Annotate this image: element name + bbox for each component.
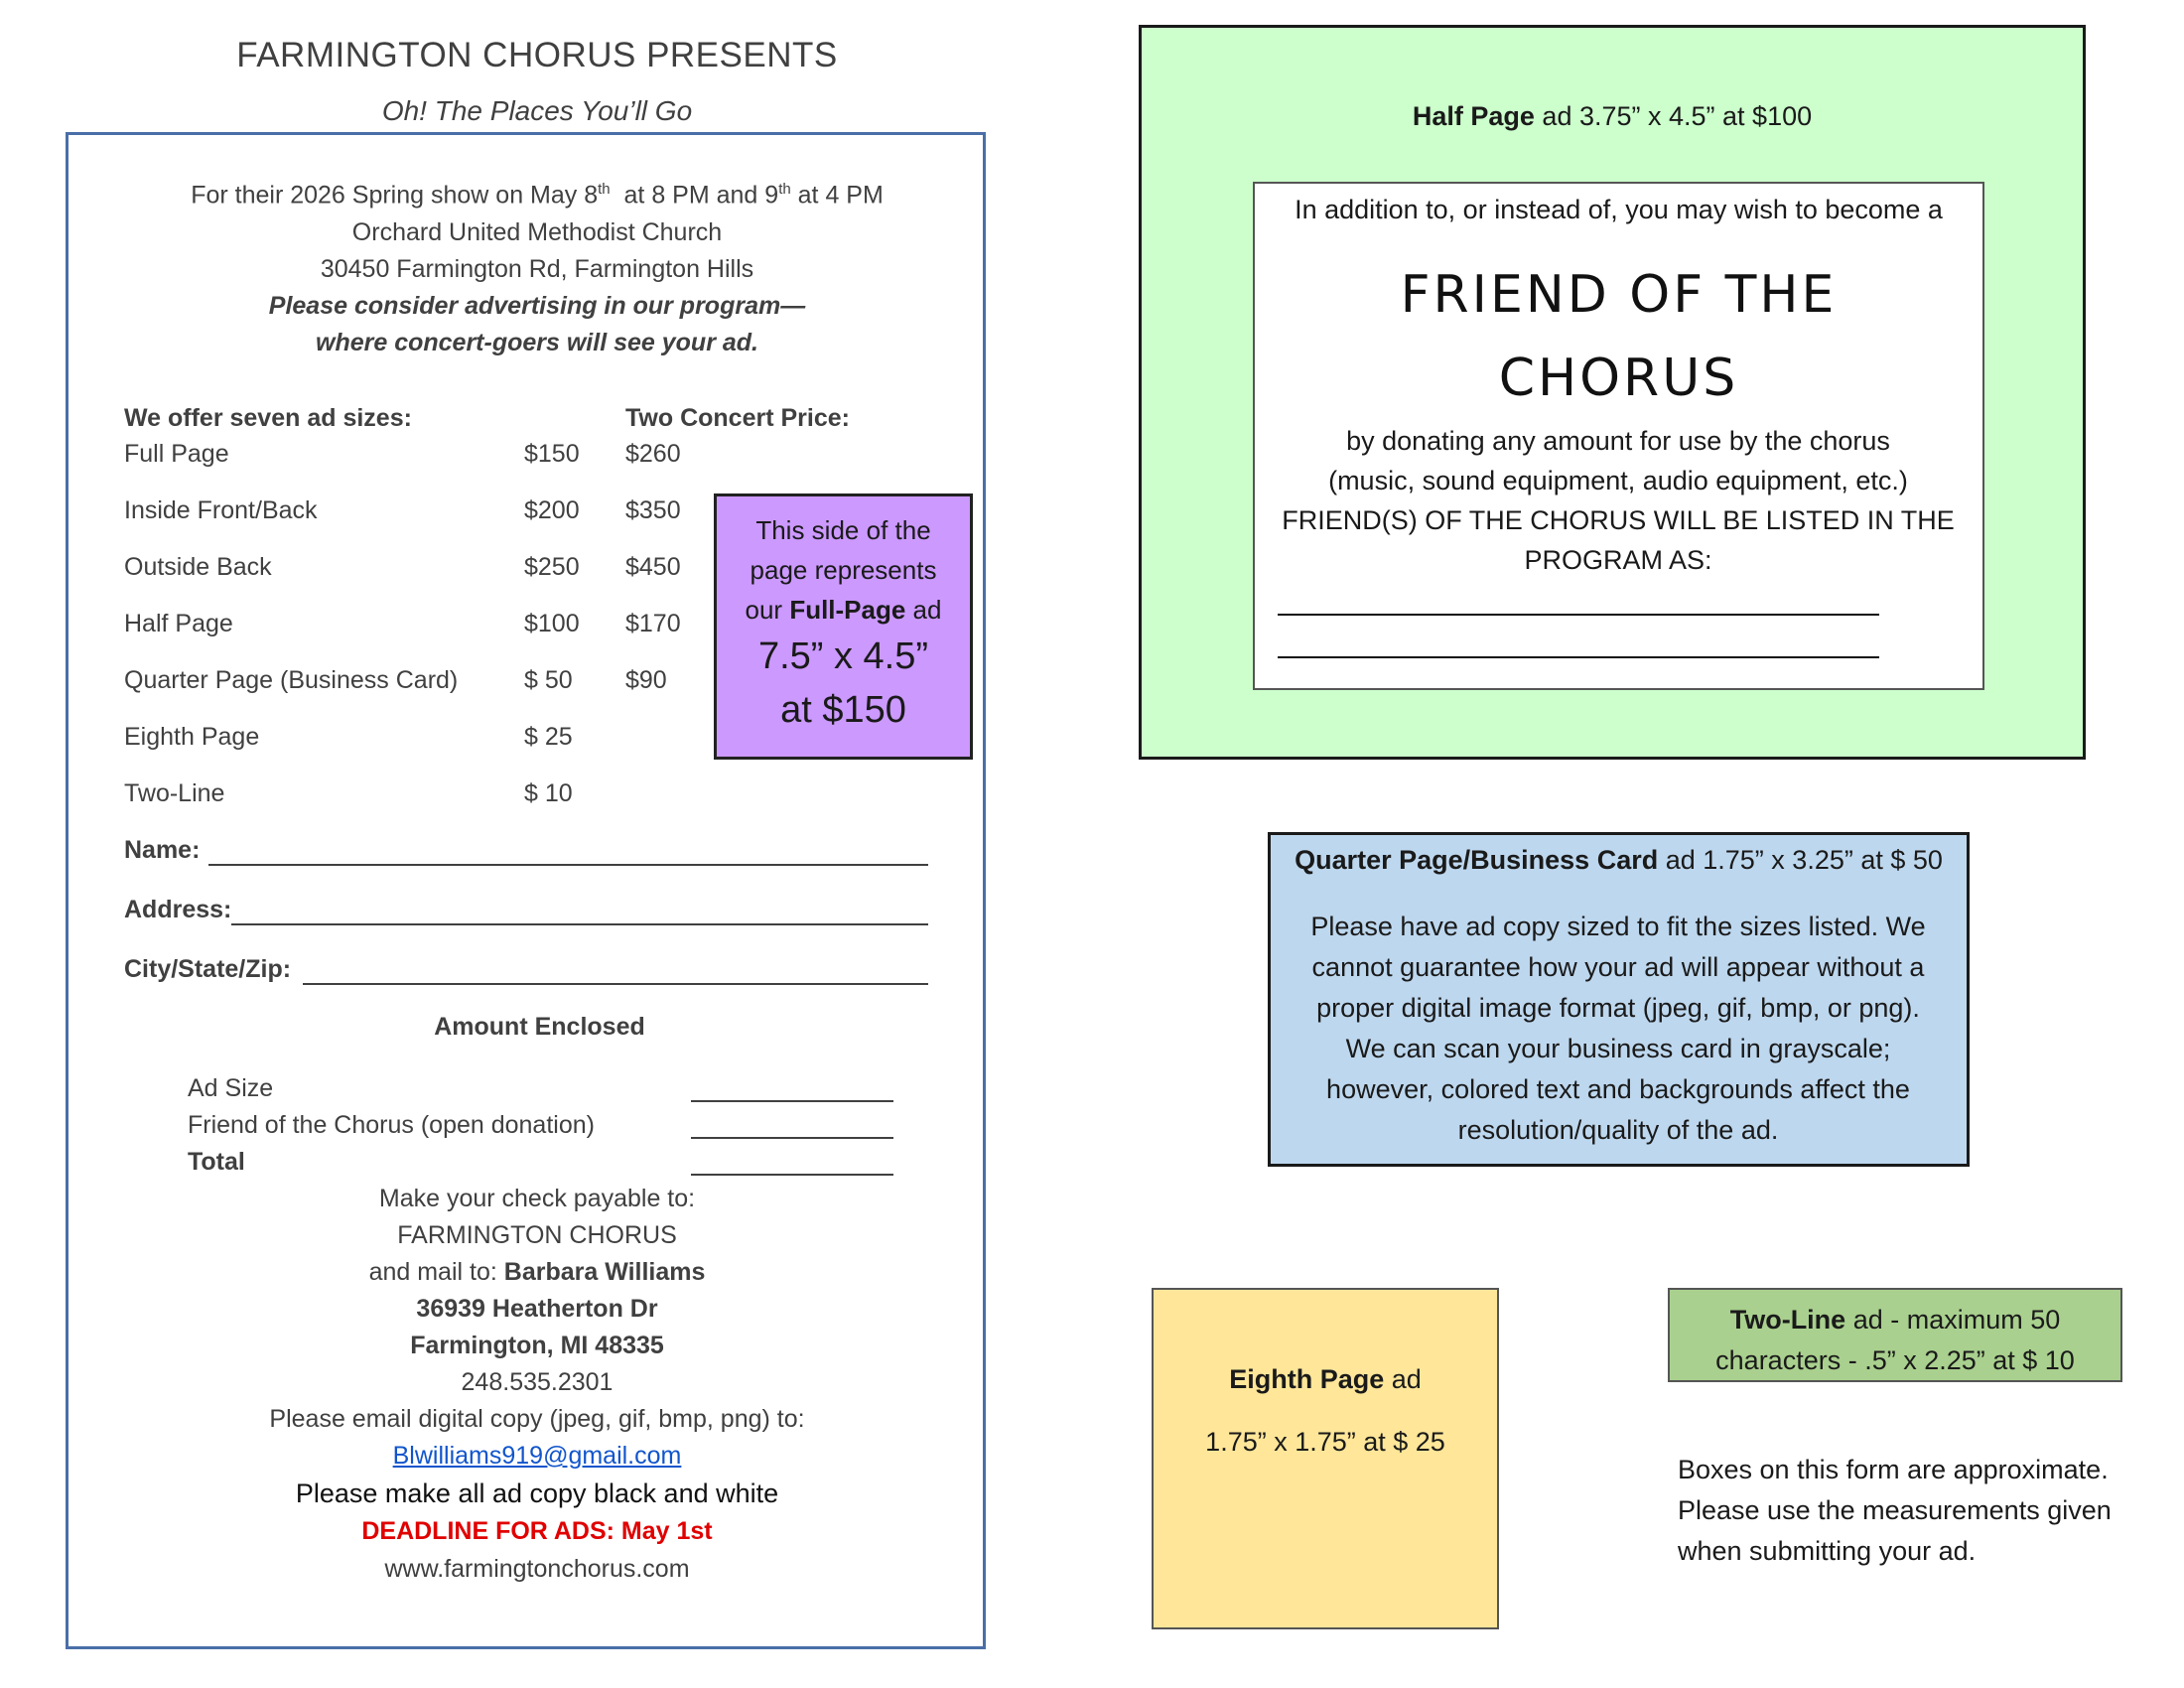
friend-desc-line: (music, sound equipment, audio equipment, etc.) — [1328, 466, 1908, 495]
instruction-line: cannot guarantee how your ad will appear without a — [1311, 952, 1925, 982]
instruction-line: Please have ad copy sized to fit the sizes listed. We — [1310, 912, 1926, 941]
instruction-line: proper digital image format (jpeg, gif, bmp, or png). — [1316, 993, 1920, 1023]
ad-size-price: $250 — [524, 553, 580, 581]
full-page-price: at $150 — [780, 689, 906, 731]
venue-name: Orchard United Methodist Church — [351, 218, 723, 246]
eighth-page-ad-box — [1152, 1288, 1499, 1629]
ad-size-two-concert-price: $90 — [625, 666, 667, 694]
friend-name-line-1[interactable] — [1278, 614, 1879, 616]
full-page-box-line: This side of the — [755, 515, 931, 545]
instruction-line: however, colored text and backgrounds affect the — [1326, 1074, 1910, 1104]
ad-size-price: $150 — [524, 440, 580, 468]
friend-amount-line[interactable] — [691, 1137, 893, 1139]
ad-size-name: Outside Back — [124, 553, 272, 581]
email-row — [66, 1442, 1009, 1471]
two-line-size: characters - .5” x 2.25” at $ 10 — [1715, 1345, 2075, 1375]
total-label: Total — [188, 1148, 245, 1176]
instruction-line: resolution/quality of the ad. — [1457, 1115, 1779, 1145]
address-label: Address: — [124, 896, 232, 923]
friend-desc-line: by donating any amount for use by the chorus — [1346, 426, 1890, 456]
city-state-zip-label: City/State/Zip: — [124, 955, 292, 983]
ad-size-amount-line[interactable] — [691, 1100, 893, 1102]
quarter-page-title: Quarter Page/Business Card ad 1.75” x 3.25” at $ 50 — [1295, 845, 1943, 875]
approximate-boxes-note — [1678, 1450, 2154, 1572]
mail-to: and mail to: Barbara Williams — [368, 1258, 706, 1286]
friend-description — [1281, 421, 1956, 580]
full-page-ad-box — [714, 493, 973, 760]
ad-size-name: Eighth Page — [124, 723, 260, 751]
show-subtitle: Oh! The Places You’ll Go — [381, 95, 693, 126]
note-line: Boxes on this form are approximate. — [1678, 1455, 2109, 1484]
ad-size-name: Two-Line — [124, 779, 225, 807]
note-line: Please use the measurements given — [1678, 1495, 2112, 1525]
friend-intro: In addition to, or instead of, you may wish to become a — [1295, 195, 1943, 224]
city-state-zip-field-line[interactable] — [303, 983, 928, 985]
page-title: FARMINGTON CHORUS PRESENTS — [236, 36, 838, 74]
address-field-line[interactable] — [231, 923, 928, 925]
payee-name: FARMINGTON CHORUS — [397, 1221, 677, 1249]
eighth-page-size: 1.75” x 1.75” at $ 25 — [1205, 1427, 1445, 1457]
mail-street: 36939 Heatherton Dr — [416, 1295, 658, 1323]
amount-enclosed-heading: Amount Enclosed — [434, 1013, 645, 1041]
email-link[interactable]: Blwilliams919@gmail.com — [392, 1442, 682, 1470]
ad-copy-instructions — [1286, 907, 1951, 1151]
ad-size-amount-label: Ad Size — [188, 1074, 274, 1102]
ad-size-two-concert-price: $260 — [625, 440, 681, 468]
two-line-title: Two-Line ad - maximum 50 — [1729, 1305, 2061, 1335]
ad-size-two-concert-price: $450 — [625, 553, 681, 581]
friend-name-line-2[interactable] — [1278, 656, 1879, 658]
friend-desc-line: PROGRAM AS: — [1524, 545, 1712, 575]
phone-number: 248.535.2301 — [461, 1368, 614, 1396]
mail-city: Farmington, MI 48335 — [410, 1332, 664, 1359]
ad-size-name: Inside Front/Back — [124, 496, 318, 524]
full-page-box-line: our Full-Page ad — [745, 595, 942, 625]
ad-size-name: Full Page — [124, 440, 229, 468]
ad-size-price: $ 25 — [524, 723, 573, 751]
friend-desc-line: FRIEND(S) OF THE CHORUS WILL BE LISTED IN THE — [1282, 505, 1955, 535]
two-line-description — [1668, 1300, 2122, 1381]
email-prompt: Please email digital copy (jpeg, gif, bmp, png) to: — [269, 1405, 805, 1433]
ad-sizes-header: We offer seven ad sizes: — [124, 404, 412, 432]
black-white-note: Please make all ad copy black and white — [295, 1478, 779, 1508]
venue-address: 30450 Farmington Rd, Farmington Hills — [320, 255, 754, 283]
total-amount-line[interactable] — [691, 1174, 893, 1176]
ad-size-price: $100 — [524, 610, 580, 637]
full-page-size: 7.5” x 4.5” — [757, 635, 929, 677]
ad-size-two-concert-price: $350 — [625, 496, 681, 524]
show-dates: For their 2026 Spring show on May 8th at 8 PM and 9th at 4 PM — [191, 181, 884, 210]
friend-amount-label: Friend of the Chorus (open donation) — [188, 1111, 595, 1139]
friend-heading-line-1: FRIEND OF THE — [1400, 265, 1838, 325]
name-label: Name: — [124, 836, 201, 864]
payable-to-label: Make your check payable to: — [378, 1185, 696, 1212]
ad-size-price: $200 — [524, 496, 580, 524]
eighth-page-title: Eighth Page ad — [1229, 1364, 1422, 1394]
ad-size-name: Quarter Page (Business Card) — [124, 666, 459, 694]
appeal-line-1: Please consider advertising in our program— — [268, 292, 806, 320]
half-page-title: Half Page ad 3.75” x 4.5” at $100 — [1412, 101, 1813, 131]
deadline-notice: DEADLINE FOR ADS: May 1st — [361, 1517, 713, 1545]
two-concert-header: Two Concert Price: — [625, 404, 850, 432]
website-text: www.farmingtonchorus.com — [384, 1555, 690, 1583]
ad-size-two-concert-price: $170 — [625, 610, 681, 637]
note-line: when submitting your ad. — [1678, 1536, 1977, 1566]
friend-heading — [1253, 253, 1984, 420]
name-field-line[interactable] — [208, 864, 928, 866]
ad-size-name: Half Page — [124, 610, 233, 637]
friend-heading-line-2: CHORUS — [1498, 349, 1739, 408]
full-page-box-line: page represents — [750, 555, 937, 585]
instruction-line: We can scan your business card in grayscale; — [1345, 1034, 1891, 1063]
appeal-line-2: where concert-goers will see your ad. — [316, 329, 758, 356]
ad-size-price: $ 50 — [524, 666, 573, 694]
ad-size-price: $ 10 — [524, 779, 573, 807]
